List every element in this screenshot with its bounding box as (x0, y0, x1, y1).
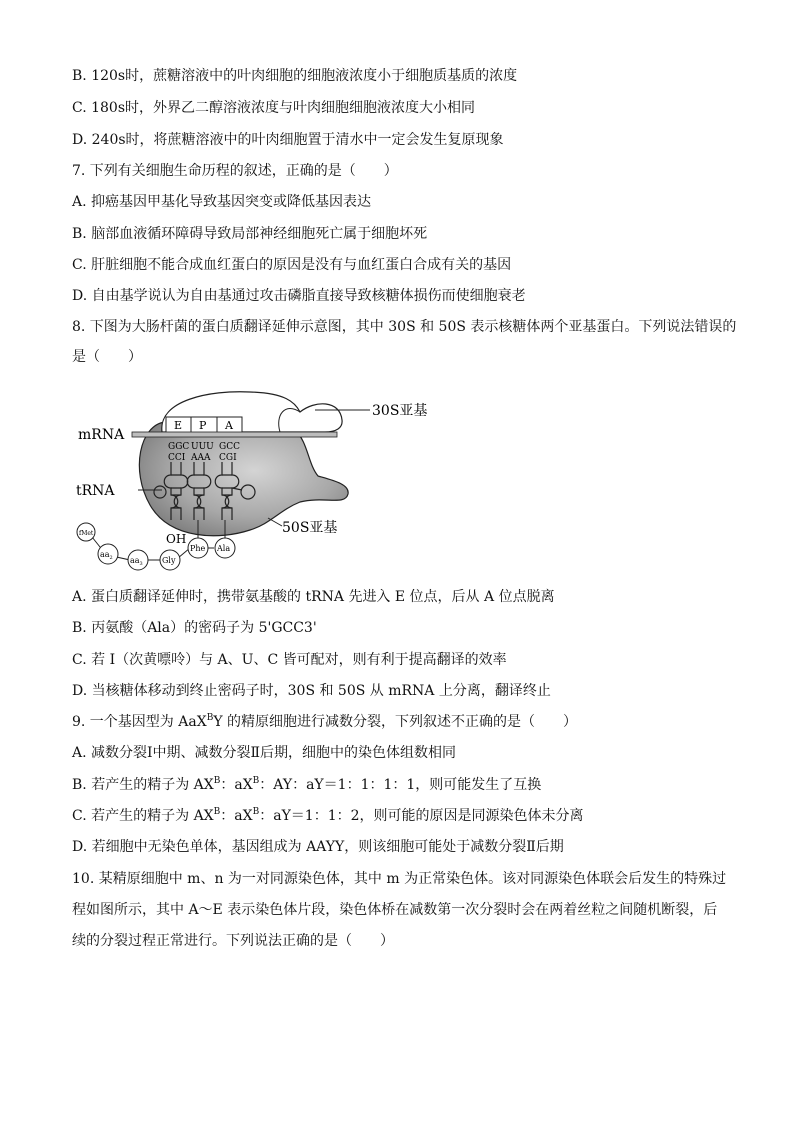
site-p: P (199, 419, 207, 432)
q6-option-d: D. 240s时，将蔗糖溶液中的叶肉细胞置于清水中一定会发生复原现象 (72, 132, 504, 148)
q9-option-c: C. 若产生的精子为 $AX^B$：$aX^B$：aY＝1：1：2，则可能的原因是同源染色体未分离 (72, 807, 584, 824)
aa-3 (128, 550, 148, 570)
svg-text:Phe: Phe (190, 544, 206, 553)
svg-text:fMet: fMet (79, 530, 94, 537)
q7-option-a: A. 抑癌基因甲基化导致基因突变或降低基因表达 (72, 194, 372, 210)
q9-option-b: B. 若产生的精子为 $AX^B$：$aX^B$：AY：aY＝1：1：1：1，则可能发生了互换 (72, 776, 542, 793)
q7-option-d: D. 自由基学说认为自由基通过攻击磷脂直接导致核糖体损伤而使细胞衰老 (72, 288, 526, 304)
svg-text:Ala: Ala (217, 544, 231, 553)
q8-stem-line1: 8. 下图为大肠杆菌的蛋白质翻译延伸示意图，其中 30S 和 50S 表示核糖体两个亚基蛋白。下列说法错误的 (72, 319, 737, 335)
aa-phe (188, 538, 208, 558)
aa-fmet (77, 523, 95, 541)
q10-line2: 程如图所示，其中 A～E 表示染色体片段，染色体桥在减数第一次分裂时会在两着丝粒之间随机断裂，后 (72, 902, 718, 918)
anticodon-1: CCI (168, 453, 186, 463)
q8-option-b: B. 丙氨酸（Ala）的密码子为 5'GCC3' (72, 620, 317, 636)
q10-line3: 续的分裂过程正常进行。下列说法正确的是（ ） (72, 933, 394, 949)
q8-option-a: A. 蛋白质翻译延伸时，携带氨基酸的 tRNA 先进入 E 位点，后从 A 位点脱离 (72, 589, 555, 605)
site-a: A (225, 419, 233, 432)
aa-gly (160, 550, 180, 570)
label-mrna: mRNA (78, 427, 125, 443)
codon-2: UUU (191, 442, 214, 452)
codon-1: GGC (168, 442, 190, 452)
q6-option-b: B. 120s时，蔗糖溶液中的叶肉细胞的细胞液浓度小于细胞质基质的浓度 (72, 68, 518, 84)
codon-3: GCC (219, 442, 240, 452)
q7-option-c: C. 肝脏细胞不能合成血红蛋白的原因是没有与血红蛋白合成有关的基因 (72, 257, 512, 273)
anticodon-3: CGI (219, 453, 237, 463)
q7-option-b: B. 脑部血液循环障碍导致局部神经细胞死亡属于细胞坏死 (72, 226, 428, 242)
q8-option-c: C. 若 I（次黄嘌呤）与 A、U、C 皆可配对，则有利于提高翻译的效率 (72, 652, 507, 668)
anticodon-2: AAA (191, 453, 211, 463)
q8-option-d: D. 当核糖体移动到终止密码子时，30S 和 50S 从 mRNA 上分离，翻译终止 (72, 683, 551, 699)
q8-stem-line2: 是（ ） (72, 349, 142, 365)
svg-text:aa2: $aa_2$ (100, 550, 113, 561)
label-50s: 50S亚基 (282, 520, 338, 536)
q10-line1: 10. 某精原细胞中 m、n 为一对同源染色体，其中 m 为正常染色体。该对同源染色体联会后发生的特殊过 (72, 871, 727, 887)
site-e: E (174, 419, 183, 432)
aa-ala (215, 538, 235, 558)
label-30s: 30S亚基 (372, 403, 428, 419)
q9-option-a: A. 减数分裂Ⅰ中期、减数分裂Ⅱ后期，细胞中的染色体组数相同 (72, 745, 457, 761)
q9-stem: 9. 一个基因型为 AaX$^B$Y 的精原细胞进行减数分裂，下列叙述不正确的是（ ） (72, 713, 578, 730)
q6-option-c: C. 180s时，外界乙二醇溶液浓度与叶肉细胞细胞液浓度大小相同 (72, 100, 476, 116)
label-trna: tRNA (76, 483, 115, 499)
aa-2 (98, 544, 118, 564)
ribosome-translation-figure (70, 380, 450, 580)
label-oh: OH (166, 532, 187, 546)
q9-option-d: D. 若细胞中无染色单体，基因组成为 AAYY，则该细胞可能处于减数分裂Ⅱ后期 (72, 839, 564, 855)
q7-stem: 7. 下列有关细胞生命历程的叙述，正确的是（ ） (72, 163, 398, 179)
svg-text:Gly: Gly (162, 556, 176, 565)
svg-text:aa3: $aa_3$ (130, 556, 143, 567)
